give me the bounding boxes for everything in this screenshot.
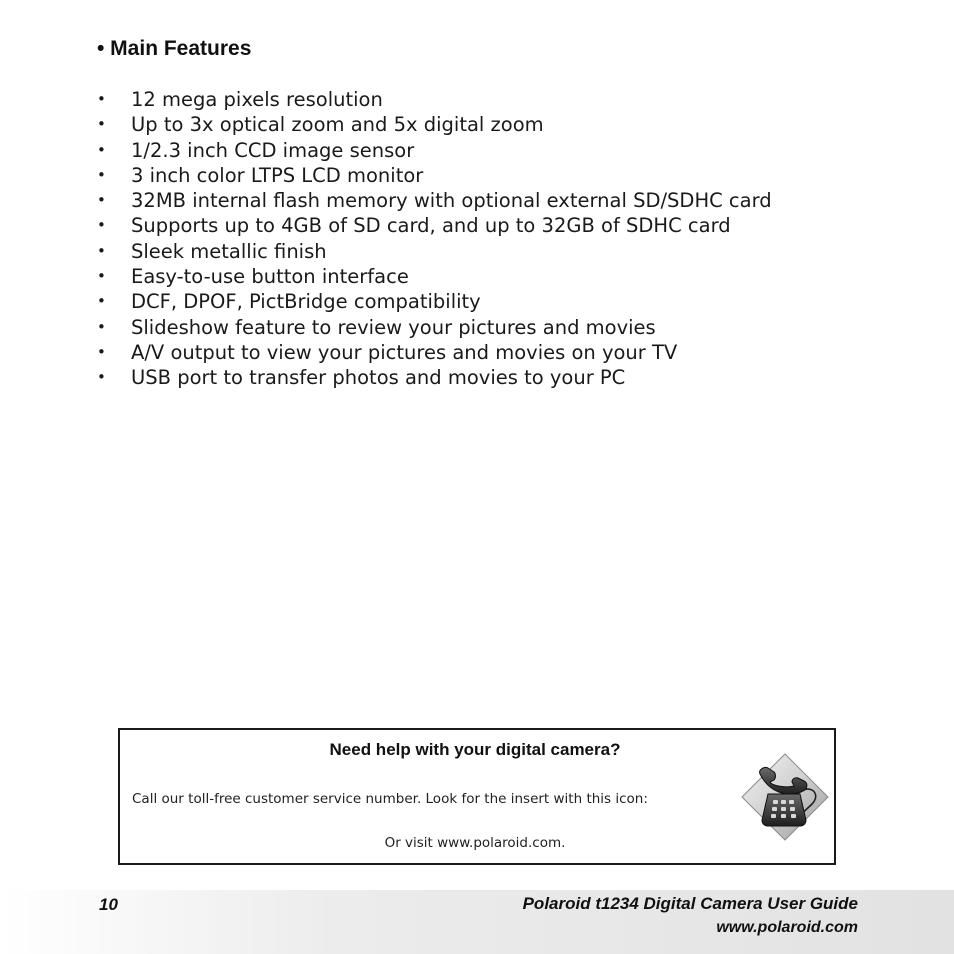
bullet-icon: •: [97, 342, 106, 361]
feature-text: USB port to transfer photos and movies to your PC: [131, 366, 626, 390]
footer-guide-title: Polaroid t1234 Digital Camera User Guide: [522, 894, 858, 913]
feature-text: Up to 3x optical zoom and 5x digital zoom: [131, 113, 544, 137]
help-visit-text: Or visit www.polaroid.com.: [384, 835, 566, 851]
bullet-icon: •: [97, 115, 106, 134]
bullet-icon: •: [97, 317, 106, 336]
bullet-icon: •: [97, 267, 106, 286]
bullet-icon: •: [97, 140, 106, 159]
bullet-icon: •: [97, 292, 106, 311]
bullet-icon: •: [97, 368, 106, 387]
bullet-icon: •: [97, 216, 106, 235]
feature-text: 1/2.3 inch CCD image sensor: [131, 138, 415, 162]
feature-text: Sleek metallic finish: [131, 239, 327, 263]
feature-text: 12 mega pixels resolution: [131, 88, 383, 111]
bullet-icon: •: [97, 90, 106, 108]
feature-text: Supports up to 4GB of SD card, and up to 32GB of SDHC card: [131, 214, 731, 238]
feature-text: 3 inch color LTPS LCD monitor: [131, 163, 424, 187]
section-title: • Main Features: [97, 37, 252, 60]
feature-text: DCF, DPOF, PictBridge compatibility: [131, 290, 481, 314]
feature-text: 32MB internal flash memory with optional external SD/SDHC card: [131, 189, 772, 213]
feature-text: Slideshow feature to review your pictures and movies: [131, 315, 656, 339]
help-title: Need help with your digital camera?: [329, 740, 621, 759]
help-box: [118, 728, 836, 865]
bullet-icon: •: [97, 191, 106, 210]
help-text: Call our toll-free customer service number. Look for the insert with this icon:: [132, 791, 648, 807]
bullet-icon: •: [97, 241, 106, 260]
page-number: 10: [99, 895, 118, 914]
feature-text: A/V output to view your pictures and movies on your TV: [131, 340, 678, 364]
footer-url: www.polaroid.com: [716, 919, 858, 936]
bullet-icon: •: [97, 165, 106, 184]
telephone-icon: [740, 752, 830, 842]
feature-text: Easy-to-use button interface: [131, 265, 409, 289]
